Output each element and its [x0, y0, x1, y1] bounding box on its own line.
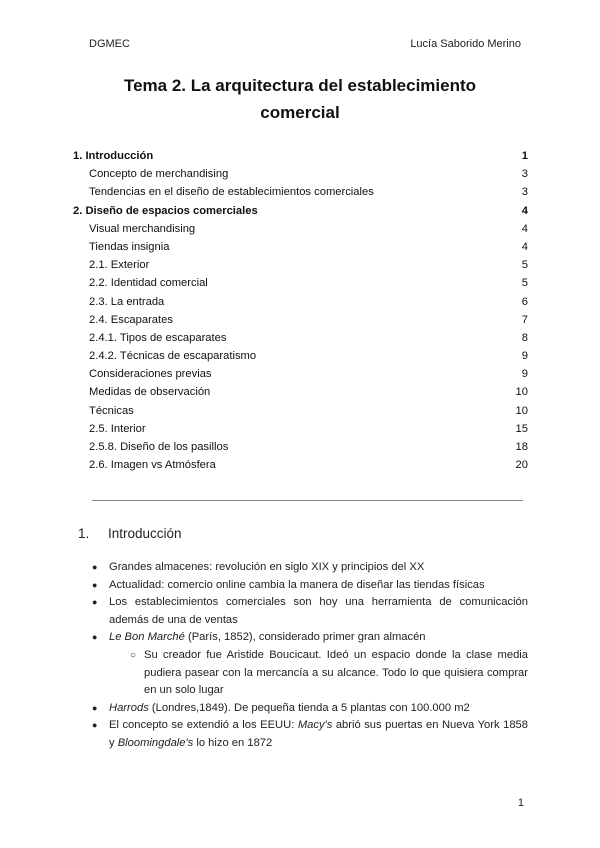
sub-list-item-text: Su creador fue Aristide Boucicaut. Ideó un espacio donde la clase media pudiera pasear con la mercancía a su alcance. Todo lo que quisiera comprar en un solo lugar: [144, 648, 528, 697]
toc-entry-label: 2. Diseño de espacios comerciales: [73, 204, 258, 217]
toc-entry[interactable]: [73, 386, 528, 404]
toc-entry[interactable]: [73, 205, 528, 223]
toc-entry[interactable]: [73, 150, 528, 168]
title-line-1: Tema 2. La arquitectura del establecimiento: [123, 76, 477, 95]
toc-entry-label: Medidas de observación: [89, 386, 211, 399]
toc-entry-page: 9: [521, 350, 528, 363]
bullet-icon: ●: [92, 579, 98, 590]
bullet-list: [92, 559, 528, 753]
toc-entry-page: 9: [521, 368, 528, 381]
toc-entry[interactable]: [73, 405, 528, 423]
toc-entry[interactable]: [73, 186, 528, 204]
header-course: DGMEC: [89, 38, 130, 50]
toc-entry-page: 1: [521, 150, 528, 162]
list-item-text: Grandes almacenes: revolución en siglo XIX y principios del XX: [109, 561, 425, 573]
list-item-text: Los establecimientos comerciales son hoy una herramienta de comunicación además de una de ventas: [109, 596, 528, 626]
section-number: 1.: [78, 526, 90, 541]
toc-entry-label: 2.3. La entrada: [89, 295, 165, 308]
toc-entry-label: 2.5. Interior: [89, 422, 146, 435]
store-name: Le Bon Marché: [109, 631, 185, 644]
bullet-icon: ●: [92, 702, 98, 713]
sub-list-item: [92, 647, 528, 700]
list-item: [92, 717, 528, 752]
bullet-icon: ●: [92, 632, 98, 643]
list-item-text: (Londres,1849). De pequeña tienda a 5 plantas con 100.000 m2: [148, 701, 470, 714]
toc-entry-page: 5: [521, 277, 528, 290]
toc-entry-page: 10: [515, 404, 528, 417]
bullet-icon: ●: [92, 597, 98, 608]
list-item-text: (París, 1852), considerado primer gran almacén: [184, 631, 426, 644]
list-item: [92, 594, 528, 629]
toc-entry-label: 2.5.8. Diseño de los pasillos: [89, 441, 229, 453]
toc-entry-page: 4: [521, 204, 528, 217]
toc-entry-label: 2.4.2. Técnicas de escaparatismo: [89, 350, 257, 363]
toc-entry[interactable]: [73, 314, 528, 332]
list-item: [92, 577, 528, 595]
toc-entry-label: 2.1. Exterior: [89, 259, 150, 272]
page-number: 1: [517, 797, 524, 809]
toc-entry-page: 8: [521, 331, 528, 344]
list-item-text: abrió sus puertas en Nueva York 1858 y: [109, 719, 528, 749]
toc-entry[interactable]: [73, 332, 528, 350]
page-title: [60, 72, 540, 126]
toc-entry-label: Concepto de merchandising: [89, 168, 229, 181]
store-name: Harrods: [109, 701, 149, 714]
toc-entry-label: Consideraciones previas: [89, 368, 212, 381]
toc-entry-page: 15: [515, 422, 528, 435]
toc-entry-label: 2.4. Escaparates: [89, 313, 173, 326]
toc-entry-page: 6: [521, 295, 528, 308]
toc-entry-label: Técnicas: [89, 404, 134, 417]
bullet-icon: ●: [92, 720, 98, 731]
list-item: [92, 629, 528, 647]
toc-entry-page: 5: [521, 259, 528, 272]
toc-entry-label: Visual merchandising: [89, 222, 196, 235]
section-heading: [78, 526, 182, 541]
toc-entry[interactable]: [73, 259, 528, 277]
toc-entry[interactable]: [73, 368, 528, 386]
toc-entry[interactable]: [73, 241, 528, 259]
toc-entry-page: 18: [515, 441, 528, 453]
store-name: Macy's: [297, 719, 333, 732]
list-item-text: Actualidad: comercio online cambia la manera de diseñar las tiendas físicas: [109, 578, 485, 591]
section-title: Introducción: [108, 526, 182, 541]
toc-entry[interactable]: [73, 277, 528, 295]
toc-entry[interactable]: [73, 459, 528, 477]
toc-entry-label: 1. Introducción: [73, 150, 154, 162]
toc-entry-page: 3: [521, 168, 528, 181]
toc-entry-label: Tiendas insignia: [89, 240, 170, 253]
toc-entry-page: 7: [521, 313, 528, 326]
toc-entry[interactable]: [73, 350, 528, 368]
toc-entry-page: 4: [521, 222, 528, 235]
toc-entry-page: 3: [521, 186, 528, 199]
toc-entry-page: 10: [515, 386, 528, 399]
toc-entry-label: 2.4.1. Tipos de escaparates: [89, 331, 227, 344]
toc-entry[interactable]: [73, 168, 528, 186]
store-name: Bloomingdale's: [117, 736, 194, 749]
toc-entry[interactable]: [73, 296, 528, 314]
table-of-contents: [73, 150, 528, 477]
toc-entry-label: 2.6. Imagen vs Atmósfera: [89, 459, 216, 472]
list-item: [92, 700, 528, 718]
toc-entry-page: 4: [521, 240, 528, 253]
title-line-2: comercial: [260, 103, 340, 122]
toc-entry-label: 2.2. Identidad comercial: [89, 277, 208, 290]
toc-entry-page: 20: [515, 459, 528, 472]
header-author: Lucía Saborido Merino: [410, 38, 521, 50]
horizontal-divider: [92, 500, 523, 501]
toc-entry-label: Tendencias en el diseño de establecimientos comerciales: [89, 186, 374, 199]
list-item-text: El concepto se extendió a los EEUU:: [109, 719, 298, 732]
list-item: [92, 559, 528, 577]
bullet-icon: ●: [92, 562, 98, 572]
toc-entry[interactable]: [73, 423, 528, 441]
list-item-text: lo hizo en 1872: [193, 736, 273, 749]
toc-entry[interactable]: [73, 223, 528, 241]
toc-entry[interactable]: [73, 441, 528, 459]
hollow-bullet-icon: ○: [130, 649, 137, 661]
